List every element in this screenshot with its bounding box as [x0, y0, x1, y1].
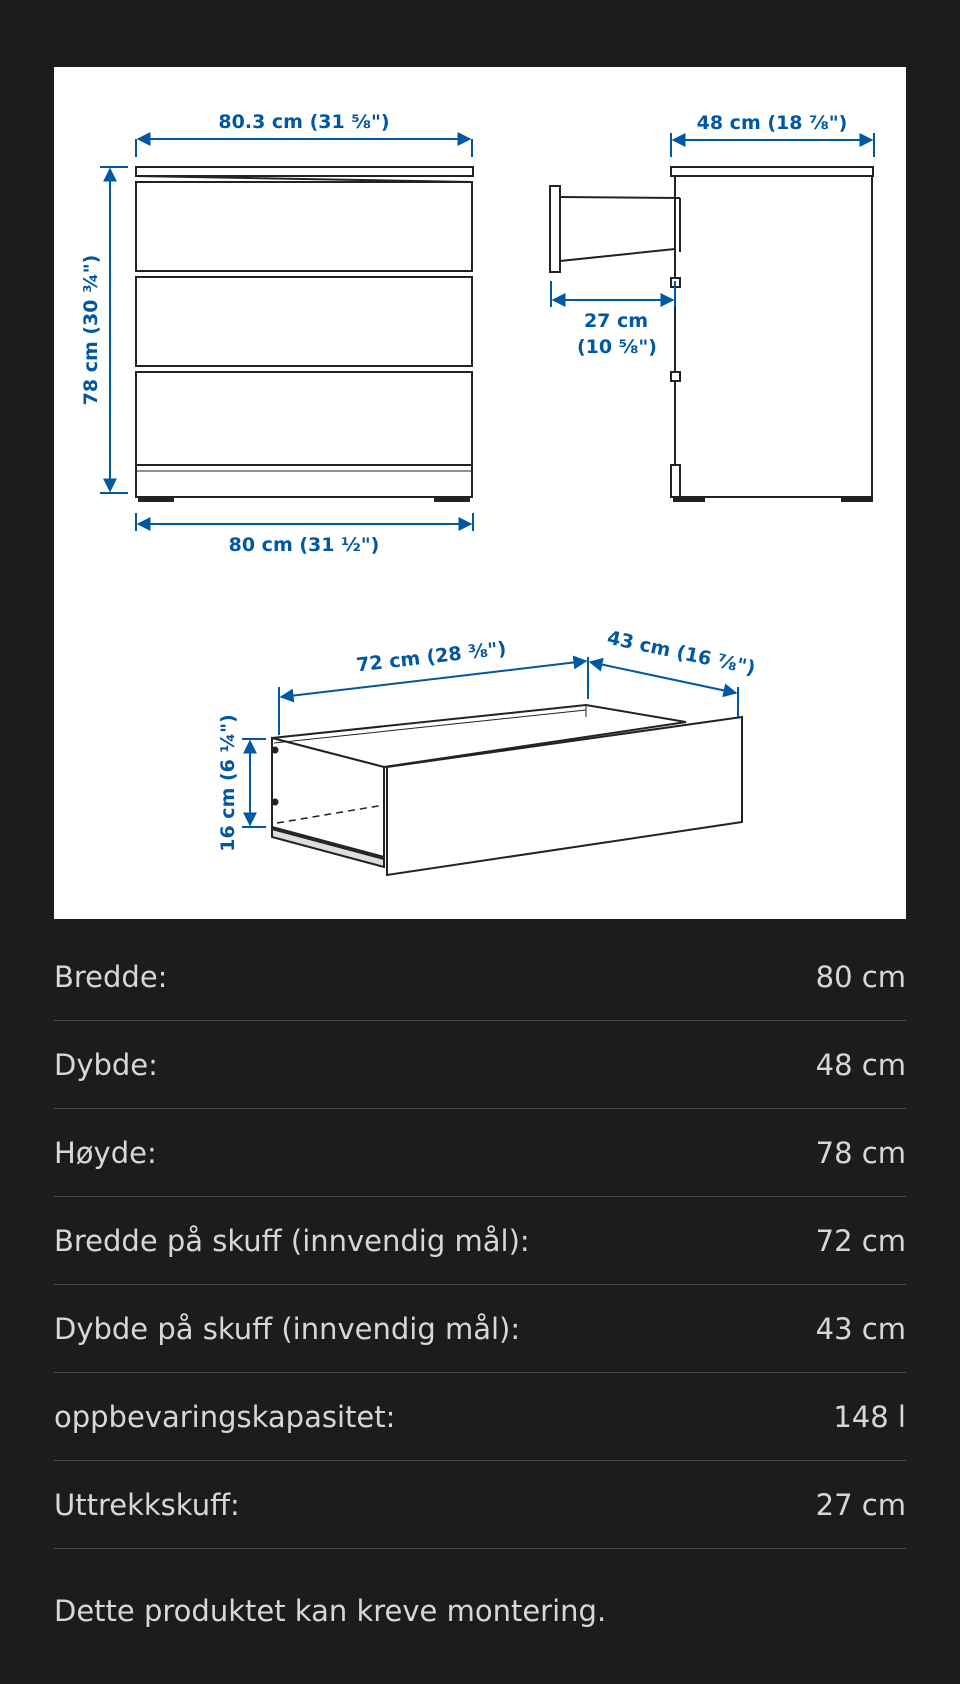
- spec-row-storage-capacity: [54, 1373, 906, 1461]
- spec-label: Uttrekkskuff:: [54, 1487, 240, 1522]
- spec-label: oppbevaringskapasitet:: [54, 1399, 396, 1434]
- dimensions-diagram: [54, 67, 906, 919]
- spec-row-drawer-pullout: [54, 1461, 906, 1549]
- spec-value: 80 cm: [815, 959, 906, 994]
- pullout-label-in: (10 ⅝"): [577, 336, 657, 358]
- spec-value: 48 cm: [815, 1047, 906, 1082]
- spec-label: Dybde:: [54, 1047, 158, 1082]
- spec-value: 72 cm: [815, 1223, 906, 1258]
- side-view-drawing: [550, 167, 873, 501]
- drawer-height-label: 16 cm (6 ¼"): [217, 714, 239, 852]
- spec-label: Dybde på skuff (innvendig mål):: [54, 1311, 521, 1346]
- specifications-list: [54, 933, 906, 1549]
- spec-value: 27 cm: [815, 1487, 906, 1522]
- spec-row-width: [54, 933, 906, 1021]
- spec-row-depth: [54, 1021, 906, 1109]
- spec-label: Høyde:: [54, 1135, 157, 1170]
- spec-label: Bredde på skuff (innvendig mål):: [54, 1223, 530, 1258]
- spec-value: 78 cm: [815, 1135, 906, 1170]
- top-width-label: 80.3 cm (31 ⅝"): [218, 111, 390, 133]
- spec-label: Bredde:: [54, 959, 168, 994]
- bottom-width-label: 80 cm (31 ½"): [228, 534, 380, 556]
- depth-label: 48 cm (18 ⅞"): [696, 112, 848, 134]
- spec-row-height: [54, 1109, 906, 1197]
- spec-value: 148 l: [833, 1399, 906, 1434]
- spec-row-drawer-width: [54, 1197, 906, 1285]
- drawer-depth-label: 43 cm (16 ⅞"): [605, 626, 758, 680]
- front-view-drawing: [136, 167, 473, 501]
- spec-row-drawer-depth: [54, 1285, 906, 1373]
- drawer-drawing: [272, 705, 742, 875]
- assembly-note: Dette produktet kan kreve montering.: [54, 1594, 607, 1628]
- drawer-width-label: 72 cm (28 ⅜"): [355, 637, 508, 677]
- spec-value: 43 cm: [815, 1311, 906, 1346]
- height-label: 78 cm (30 ¾"): [80, 254, 102, 406]
- pullout-label-cm: 27 cm: [583, 310, 649, 332]
